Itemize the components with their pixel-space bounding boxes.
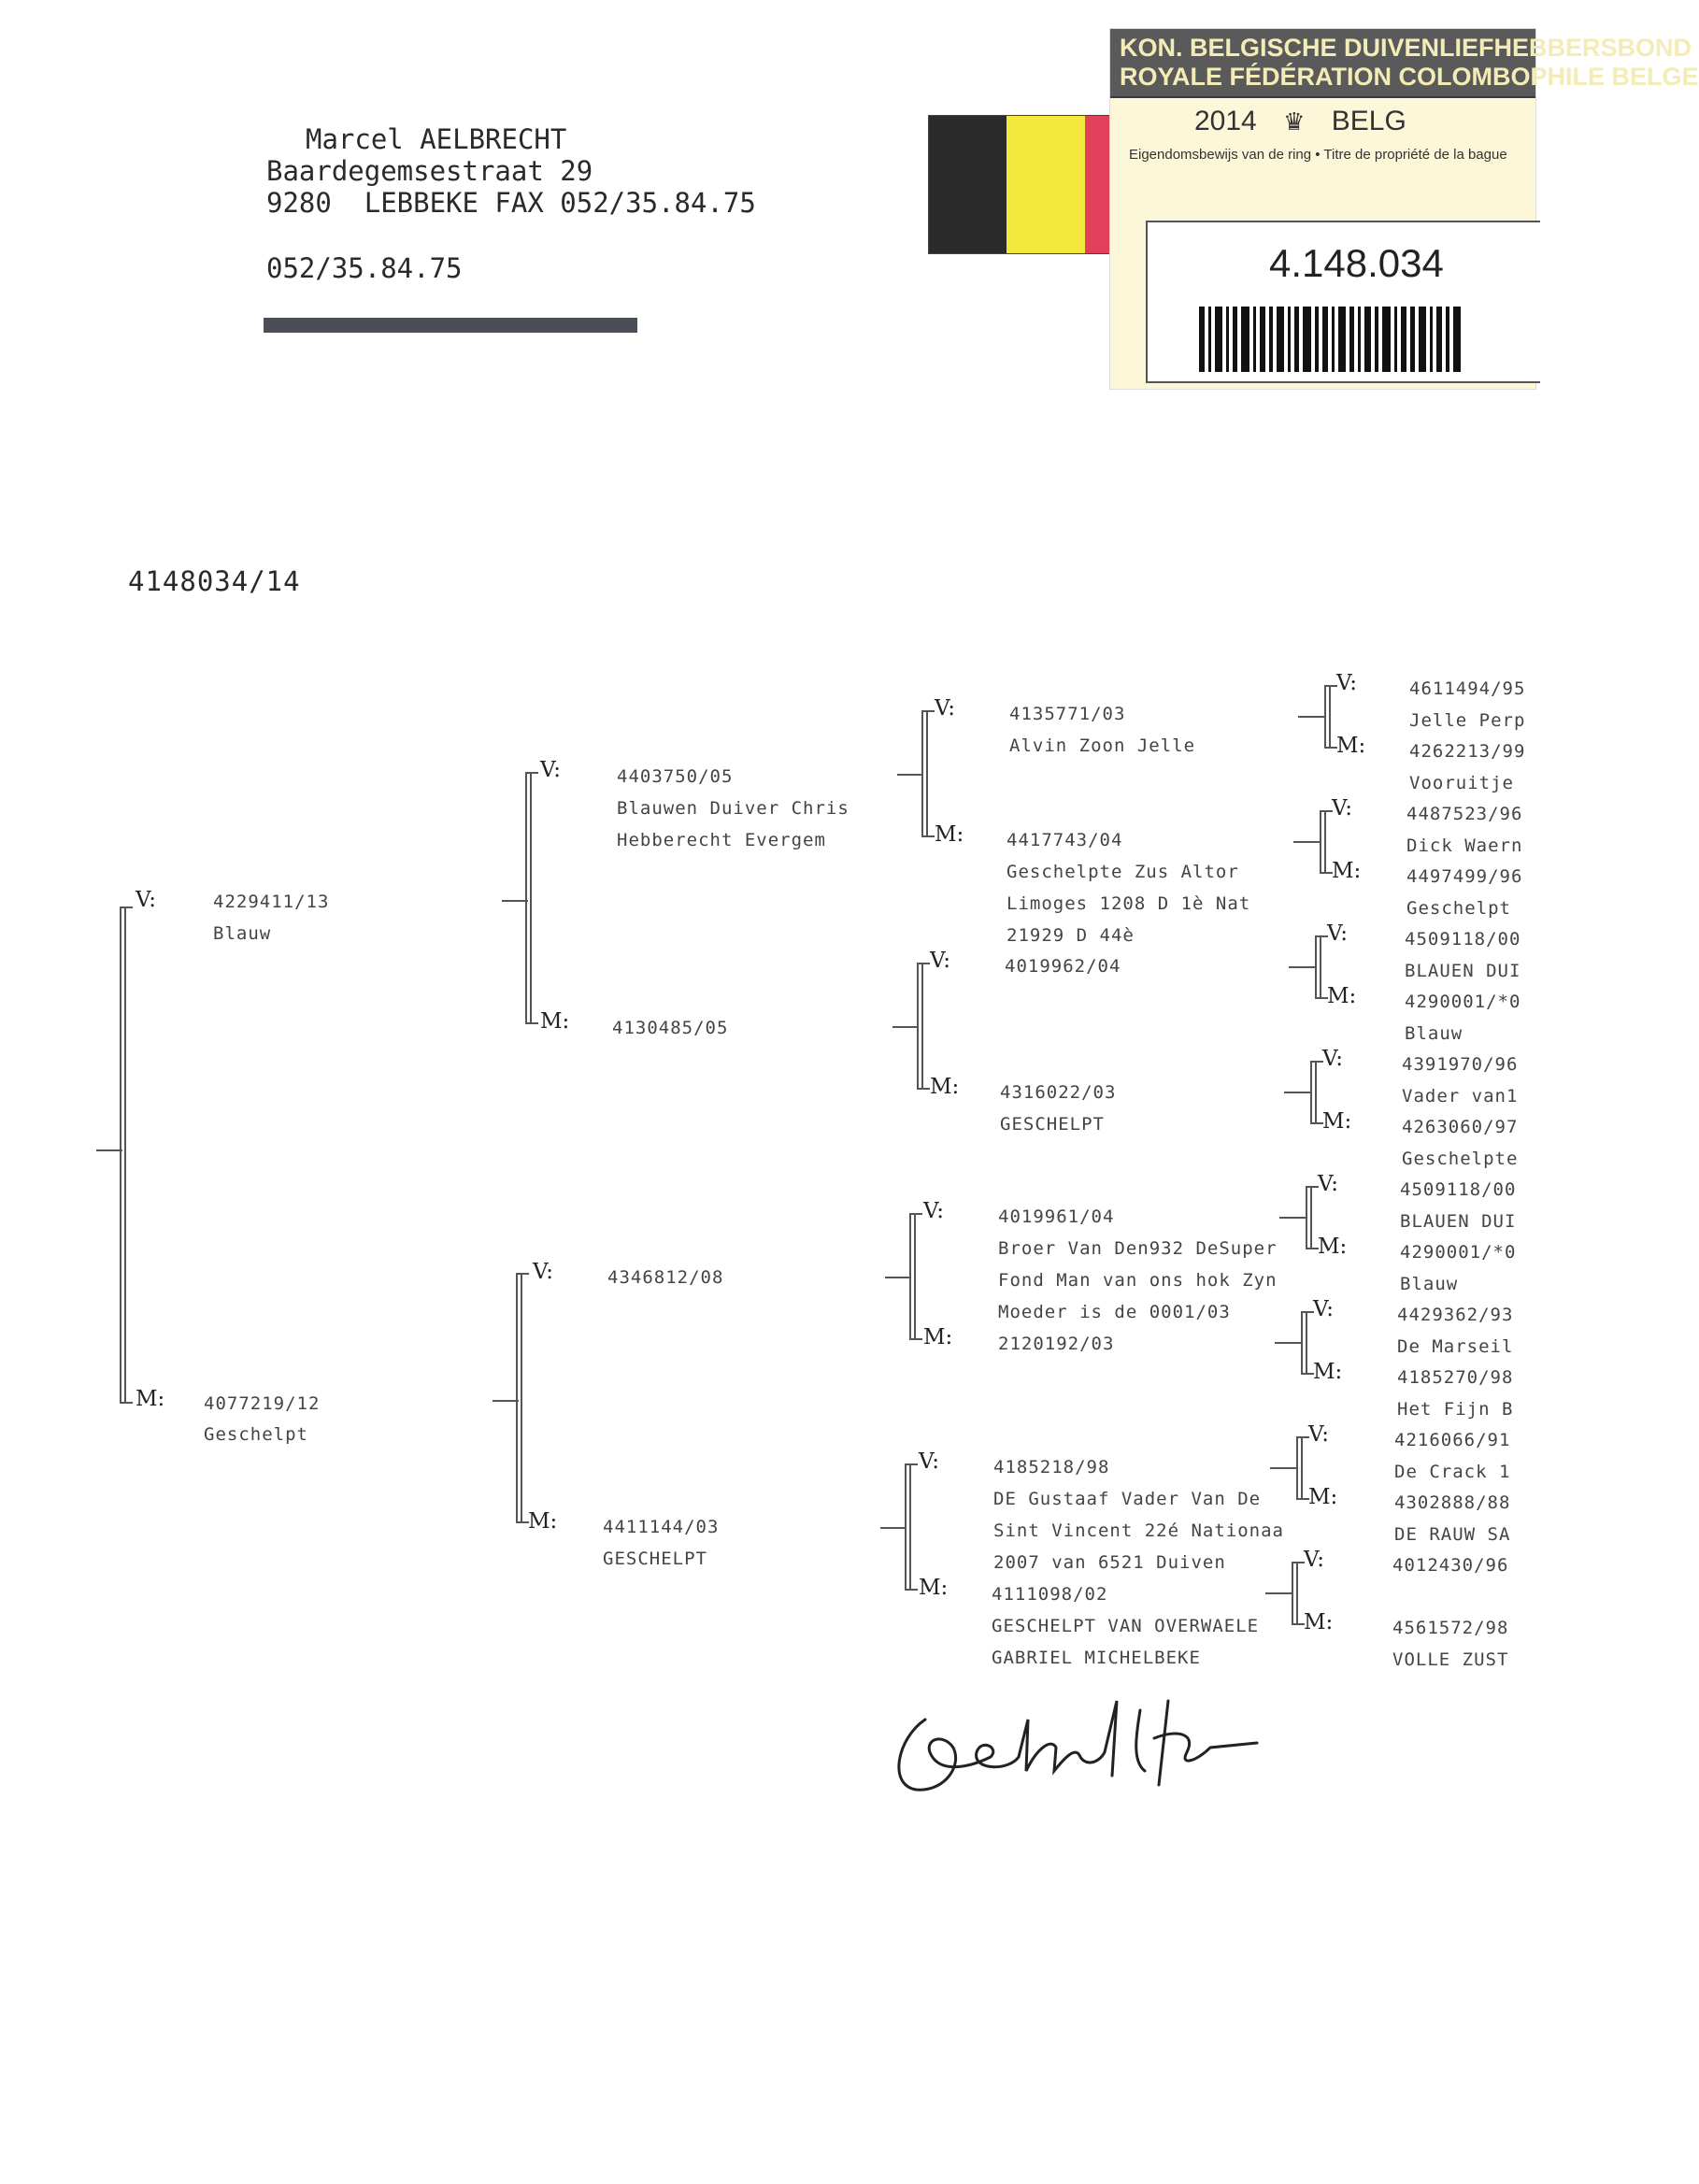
- gen4-2-m-ring: 4290001/*0: [1405, 992, 1521, 1012]
- gen4-5-m-ring: 4185270/98: [1397, 1367, 1514, 1388]
- gen4-4-stem: [1279, 1217, 1306, 1219]
- gen4-3-v-label: V:: [1322, 1047, 1344, 1071]
- gen4-7-m-label: M:: [1304, 1610, 1334, 1634]
- g3-1-v-ring: 4135771/03: [1009, 704, 1126, 724]
- gen3-1-bracket: [921, 710, 928, 837]
- owner-address: [266, 123, 756, 219]
- g3-3-m-ring: 2120192/03: [998, 1334, 1115, 1354]
- g3-1-v-line1: Alvin Zoon Jelle: [1009, 735, 1196, 756]
- gen4-0-v-label: V:: [1336, 671, 1358, 695]
- crown-icon: ♛: [1283, 107, 1306, 136]
- g3-3-m-label: M:: [923, 1325, 953, 1349]
- gen4-1-v-line1: Dick Waern: [1406, 835, 1523, 856]
- gen4-1-m-line1: Geschelpt: [1406, 898, 1511, 919]
- gen2-sire-bracket: [525, 772, 532, 1024]
- gen3-4-bracket: [905, 1463, 911, 1591]
- g3-2-m-label: M:: [930, 1075, 960, 1099]
- gen4-3-v-ring: 4391970/96: [1402, 1054, 1519, 1075]
- gen4-6-stem: [1270, 1467, 1296, 1469]
- g3-2-m-line1: GESCHELPT: [1000, 1114, 1105, 1135]
- gen4-2-bracket: [1315, 935, 1321, 999]
- owner-name: Marcel AELBRECHT: [306, 123, 567, 155]
- gen4-5-m-line1: Het Fijn B: [1397, 1399, 1514, 1420]
- g3-4-v-label: V:: [919, 1449, 940, 1474]
- gen4-2-v-line1: BLAUEN DUI: [1405, 961, 1521, 981]
- gen4-0-stem: [1298, 716, 1324, 718]
- flag-red-stripe: [1085, 116, 1112, 253]
- gen4-7-bracket: [1292, 1562, 1298, 1625]
- gen4-0-m-ring: 4262213/99: [1409, 741, 1526, 762]
- divider-bar: [264, 318, 637, 333]
- gen2-sire-stem: [502, 900, 528, 902]
- gen3-4-m-tick: [907, 1589, 918, 1591]
- gen4-4-v-ring: 4509118/00: [1400, 1179, 1517, 1200]
- g3-1-m-ring: 4417743/04: [1007, 830, 1123, 850]
- gen3-3-m-tick: [911, 1338, 922, 1340]
- gen3-3-stem: [885, 1277, 909, 1278]
- sire-v-label: V:: [540, 758, 562, 782]
- gen4-3-m-line1: Geschelpte: [1402, 1149, 1519, 1169]
- gen4-3-stem: [1284, 1092, 1310, 1093]
- gen4-5-bracket: [1301, 1311, 1307, 1375]
- gen3-1-v-tick: [923, 710, 935, 712]
- gen4-1-m-ring: 4497499/96: [1406, 866, 1523, 887]
- sire-label: V:: [136, 888, 157, 912]
- g3-1-v-label: V:: [935, 696, 956, 721]
- gen3-2-m-tick: [919, 1088, 930, 1090]
- card-header: [1110, 29, 1699, 98]
- g3-2-v-ring: 4019962/04: [1005, 956, 1121, 977]
- gen1-bracket: [120, 906, 126, 1404]
- gen3-2-bracket: [917, 963, 923, 1090]
- g3-3-v-line3: Moeder is de 0001/03: [998, 1302, 1231, 1322]
- g3-3-v-line1: Broer Van Den932 DeSuper: [998, 1238, 1278, 1259]
- g3-1-m-line3: 21929 D 44è: [1007, 925, 1135, 946]
- g3-2-m-ring: 4316022/03: [1000, 1082, 1117, 1103]
- gen3-1-stem: [897, 774, 921, 776]
- gen4-6-m-ring: 4302888/88: [1394, 1492, 1511, 1513]
- register-number: 4148034/14: [128, 565, 301, 597]
- card-year: 2014: [1194, 106, 1257, 136]
- gen4-0-v-ring: 4611494/95: [1409, 678, 1526, 699]
- gen4-2-v-ring: 4509118/00: [1405, 929, 1521, 949]
- gen1-v-tick: [121, 906, 133, 908]
- barcode: [1199, 307, 1545, 372]
- gen3-4-v-tick: [907, 1463, 918, 1465]
- dam-label: M:: [136, 1387, 165, 1411]
- dam-v-label: V:: [533, 1260, 554, 1284]
- g3-4-m-label: M:: [919, 1576, 949, 1600]
- gen4-0-m-label: M:: [1336, 734, 1366, 758]
- handwritten-signature: [888, 1682, 1262, 1804]
- sire-ring: 4229411/13: [213, 892, 330, 912]
- gen1-m-tick: [121, 1402, 133, 1404]
- gen3-2-v-tick: [919, 963, 930, 964]
- g3-4-v-ring: 4185218/98: [993, 1457, 1110, 1477]
- card-ring-number: 4.148.034: [1269, 241, 1444, 285]
- gen4-4-m-label: M:: [1318, 1235, 1348, 1259]
- gen4-0-m-line1: Vooruitje: [1409, 773, 1514, 793]
- gen4-0-v-line1: Jelle Perp: [1409, 710, 1526, 731]
- gen4-6-bracket: [1296, 1436, 1303, 1500]
- g3-3-v-ring: 4019961/04: [998, 1206, 1115, 1227]
- g3-3-v-line2: Fond Man van ons hok Zyn: [998, 1270, 1278, 1291]
- gen3-2-stem: [892, 1026, 917, 1028]
- flag-yellow-stripe: [1007, 116, 1084, 253]
- g3-1-m-line2: Limoges 1208 D 1è Nat: [1007, 893, 1251, 914]
- dam-color: Geschelpt: [204, 1424, 308, 1445]
- gen4-6-v-label: V:: [1308, 1422, 1330, 1447]
- gen4-5-v-line1: De Marseil: [1397, 1336, 1514, 1357]
- gen4-4-m-ring: 4290001/*0: [1400, 1242, 1517, 1263]
- gen2-dam-bracket: [516, 1273, 522, 1523]
- card-property: Eigendomsbewijs van de ring • Titre de propriété de la bague: [1129, 147, 1507, 163]
- gen4-4-bracket: [1306, 1186, 1312, 1249]
- g3-4-v-line1: DE Gustaaf Vader Van De: [993, 1489, 1262, 1509]
- sire-v-ring: 4403750/05: [617, 766, 734, 787]
- gen4-1-v-ring: 4487523/96: [1406, 804, 1523, 824]
- gen4-7-stem: [1265, 1592, 1292, 1594]
- gen4-2-m-line1: Blauw: [1405, 1023, 1463, 1044]
- gen4-3-bracket: [1310, 1061, 1317, 1124]
- gen4-3-v-line1: Vader van1: [1402, 1086, 1519, 1106]
- gen4-4-m-line1: Blauw: [1400, 1274, 1459, 1294]
- gen2-sire-m-tick: [527, 1022, 538, 1024]
- gen4-7-m-ring: 4561572/98: [1392, 1618, 1509, 1638]
- gen4-4-v-line1: BLAUEN DUI: [1400, 1211, 1517, 1232]
- sire-color: Blauw: [213, 923, 272, 944]
- gen4-7-v-ring: 4012430/96: [1392, 1555, 1509, 1576]
- gen4-2-m-label: M:: [1327, 984, 1357, 1008]
- gen2-dam-v-tick: [518, 1273, 529, 1275]
- gen4-0-bracket: [1324, 685, 1331, 749]
- owner-street: Baardegemsestraat 29: [266, 155, 593, 187]
- card-year-row: [1110, 98, 1535, 145]
- g3-4-m-line2: GABRIEL MICHELBEKE: [992, 1648, 1201, 1668]
- gen4-3-m-ring: 4263060/97: [1402, 1117, 1519, 1137]
- gen4-2-v-label: V:: [1327, 921, 1349, 946]
- card-ring-panel: [1146, 221, 1540, 383]
- gen4-1-stem: [1293, 841, 1320, 843]
- gen4-4-v-label: V:: [1318, 1172, 1339, 1196]
- gen2-sire-v-tick: [527, 772, 538, 774]
- owner-city-fax: 9280 LEBBEKE FAX 052/35.84.75: [266, 187, 756, 219]
- sire-v-line2: Hebberecht Evergem: [617, 830, 826, 850]
- sire-m-label: M:: [540, 1009, 570, 1034]
- gen4-6-m-label: M:: [1308, 1485, 1338, 1509]
- gen4-6-m-line1: DE RAUW SA: [1394, 1524, 1511, 1545]
- dam-m-label: M:: [528, 1509, 558, 1534]
- gen4-1-m-label: M:: [1332, 859, 1362, 883]
- gen4-6-v-line1: De Crack 1: [1394, 1462, 1511, 1482]
- gen4-5-v-ring: 4429362/93: [1397, 1305, 1514, 1325]
- gen4-2-stem: [1289, 966, 1315, 968]
- gen3-1-m-tick: [923, 835, 935, 837]
- dam-ring: 4077219/12: [204, 1393, 321, 1414]
- dam-m-line1: GESCHELPT: [603, 1549, 707, 1569]
- sire-v-line1: Blauwen Duiver Chris: [617, 798, 850, 819]
- gen4-7-m-line1: VOLLE ZUST: [1392, 1649, 1509, 1670]
- g3-2-v-label: V:: [930, 949, 951, 973]
- g3-4-v-line3: 2007 van 6521 Duiven: [993, 1552, 1226, 1573]
- gen2-dam-stem: [493, 1400, 519, 1402]
- owner-phone: 052/35.84.75: [266, 252, 463, 284]
- gen3-4-stem: [880, 1527, 905, 1529]
- gen4-3-m-label: M:: [1322, 1109, 1352, 1134]
- gen3-3-v-tick: [911, 1213, 922, 1215]
- tree-root-stem: [96, 1149, 122, 1151]
- gen4-1-bracket: [1320, 810, 1326, 874]
- g3-1-m-line1: Geschelpte Zus Altor: [1007, 862, 1239, 882]
- gen4-1-v-label: V:: [1332, 796, 1353, 821]
- flag-black-stripe: [929, 116, 1007, 253]
- g3-4-m-ring: 4111098/02: [992, 1584, 1108, 1605]
- dam-v-ring: 4346812/08: [607, 1267, 724, 1288]
- gen3-3-bracket: [909, 1213, 916, 1340]
- dam-m-ring: 4411144/03: [603, 1517, 720, 1537]
- gen4-5-m-label: M:: [1313, 1360, 1343, 1384]
- belgian-flag: [928, 115, 1113, 254]
- card-line1: KON. BELGISCHE DUIVENLIEFHEBBERSBOND: [1120, 34, 1692, 62]
- g3-4-m-line1: GESCHELPT VAN OVERWAELE: [992, 1616, 1260, 1636]
- sire-m-ring: 4130485/05: [612, 1018, 729, 1038]
- ring-certificate-card: [1109, 28, 1699, 390]
- gen4-7-v-label: V:: [1304, 1548, 1325, 1572]
- card-line2: ROYALE FÉDÉRATION COLOMBOPHILE BELGE: [1120, 63, 1699, 91]
- g3-4-v-line2: Sint Vincent 22é Nationaa: [993, 1520, 1284, 1541]
- card-country: BELG: [1331, 106, 1406, 136]
- g3-3-v-label: V:: [923, 1199, 945, 1223]
- gen4-6-v-ring: 4216066/91: [1394, 1430, 1511, 1450]
- gen4-5-v-label: V:: [1313, 1297, 1335, 1321]
- g3-1-m-label: M:: [935, 822, 964, 847]
- gen4-5-stem: [1275, 1342, 1301, 1344]
